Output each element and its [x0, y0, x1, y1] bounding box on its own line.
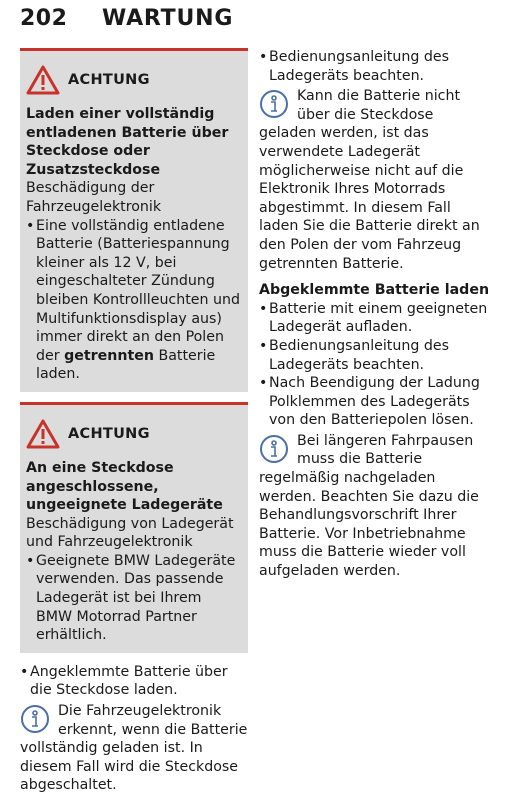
warning-header	[26, 61, 242, 99]
warning-consequence: Beschädigung von Ladegerät und Fahrzeugelektronik	[26, 515, 234, 551]
list-item-text: Angeklemmte Batterie über die Steckdose laden.	[30, 663, 228, 699]
list-item-text: Bedienungsanleitung des Ladegeräts beachten.	[269, 337, 449, 373]
list-item-text: Bedienungsanleitung des Ladegeräts beachten.	[269, 49, 449, 84]
list-item: • Angeklemmte Batterie über die Steckdose laden.	[20, 663, 228, 699]
info-text: Die Fahrzeugelektronik erkennt, wenn die Batterie vollständig geladen ist. In diesem Fall wird die Steckdose abgeschaltet.	[20, 703, 248, 794]
list-item-text: Nach Beendigung der Ladung Polklemmen des Ladegeräts von den Batteriepolen lösen.	[269, 375, 480, 429]
list-item: • Bedienungsanleitung des Ladegeräts beachten.	[259, 49, 449, 84]
page-number: 202	[20, 6, 68, 31]
emphasis-text: getrennten	[64, 347, 154, 364]
warning-label: ACHTUNG	[68, 425, 150, 442]
warning-instruction-text: Geeignete BMW Ladegeräte verwenden. Das passende Ladegerät ist bei Ihrem BMW Motorrad Partner erhältlich.	[36, 552, 236, 644]
warning-label: ACHTUNG	[68, 71, 150, 88]
warning-title: An eine Steckdose angeschlossene, ungeeignete Ladegeräte	[26, 459, 223, 514]
list-item: • Batterie mit einem geeigneten Ladegerät aufladen.	[259, 300, 488, 336]
warning-triangle-icon	[26, 65, 60, 95]
warning-instruction: • Eine vollständig entladene Batterie (Batteriespannung kleiner als 12 V, bei eingeschalteter Zündung bleiben Kontrollleuchten und Multifunktionsdisplay aus) immer direkt an den Polen der getrennten Batterie laden.	[26, 217, 241, 383]
info-text: Kann die Batterie nicht über die Steckdose geladen werden, ist das verwendete Ladegerät möglicherweise nicht auf die Elektronik Ihres Motorrads abgestimmt. In diesem Fall laden Sie die Batterie direkt an den Polen der vom Fahrzeug getrennten Batterie.	[259, 88, 480, 272]
warning-instruction: • Geeignete BMW Ladegeräte verwenden. Das passende Ladegerät ist bei Ihrem BMW Motorrad Partner erhältlich.	[26, 552, 236, 644]
info-note	[259, 432, 491, 581]
left-column	[20, 48, 248, 795]
list-item-text: Batterie mit einem geeigneten Ladegerät aufladen.	[269, 300, 488, 336]
warning-header	[26, 415, 242, 453]
page-header	[20, 6, 490, 38]
right-column	[259, 48, 491, 581]
section-heading: Abgeklemmte Batterie laden	[259, 282, 490, 299]
warning-triangle-icon	[26, 419, 60, 449]
warning-box	[20, 48, 248, 392]
info-icon	[259, 89, 289, 119]
info-note	[259, 87, 491, 273]
warning-box	[20, 402, 248, 653]
warning-instruction-end: Batterie laden.	[36, 347, 216, 383]
warning-title: Laden einer vollständig entladenen Batterie über Steckdose oder Zusatzsteckdose	[26, 106, 229, 178]
list-item: • Bedienungsanleitung des Ladegeräts beachten.	[259, 337, 449, 373]
chapter-title: WARTUNG	[102, 6, 234, 31]
info-icon	[20, 704, 50, 734]
info-icon	[259, 434, 289, 464]
info-text: Bei längeren Fahrpausen muss die Batterie regelmäßig nachgeladen werden. Beachten Sie dazu die Behandlungsvorschrift Ihrer Batterie. Vor Inbetriebnahme muss die Batterie wieder voll aufgeladen werden.	[259, 432, 479, 580]
warning-instruction-text: Eine vollständig entladene Batterie (Batteriespannung kleiner als 12 V, bei eingeschalteter Zündung bleiben Kontrollleuchten und Multifunktionsdisplay aus) immer direkt an den Polen der	[36, 217, 241, 364]
warning-consequence: Beschädigung der Fahrzeugelektronik	[26, 180, 162, 215]
list-item: • Nach Beendigung der Ladung Polklemmen des Ladegeräts von den Batteriepolen lösen.	[259, 375, 480, 429]
